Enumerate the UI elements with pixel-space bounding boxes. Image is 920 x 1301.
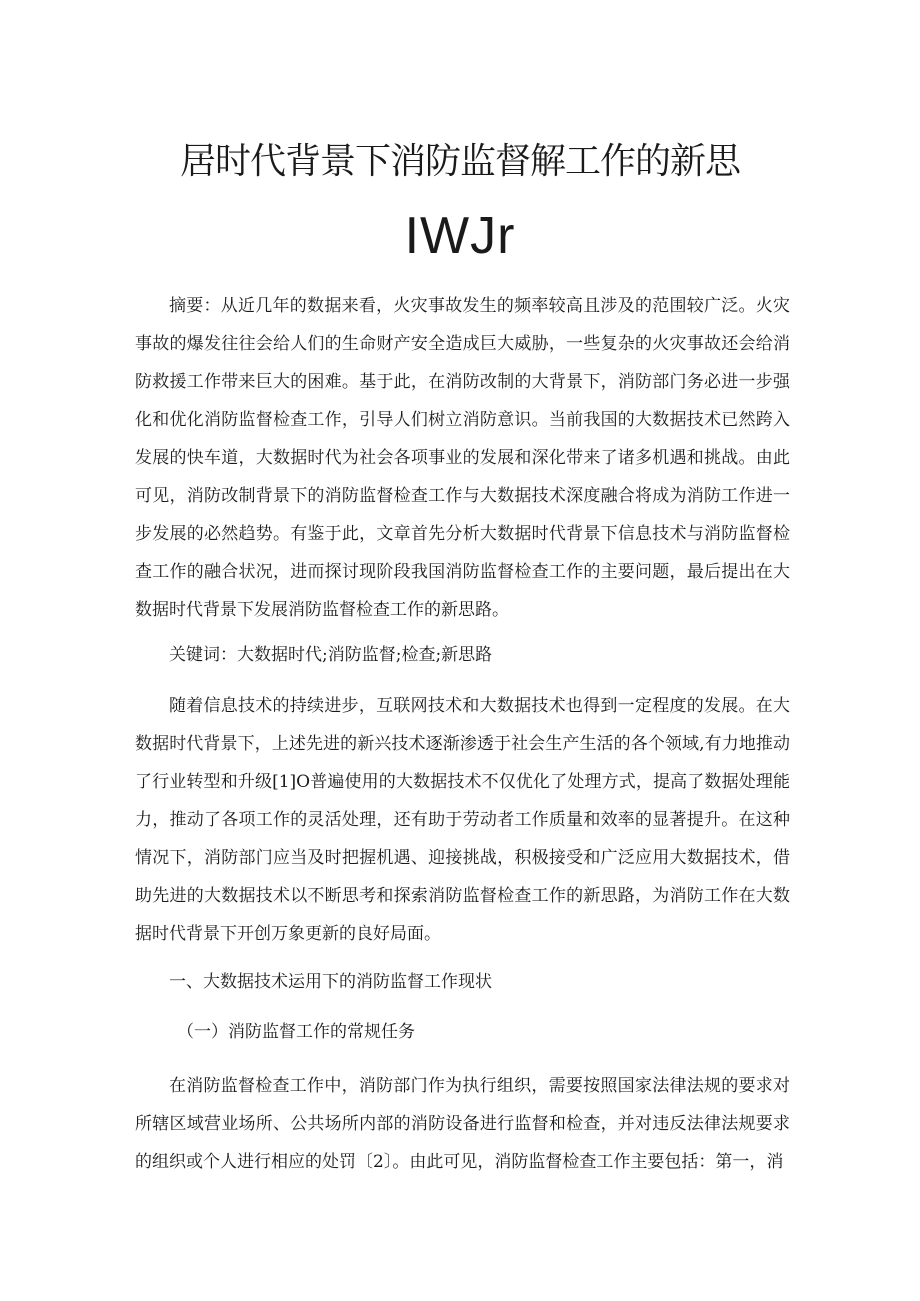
section-heading: 一、大数据技术运用下的消防监督工作现状: [169, 972, 492, 992]
document-subtitle: IWJr: [404, 207, 516, 265]
intro-paragraph: 随着信息技术的持续进步，互联网技术和大数据技术也得到一定程度的发展。在大数据时代背景下，上述先进的新兴技术逐渐渗透于社会生产生活的各个领域,有力地推动了行业转型和升级[1]O普遍使用的大数据技术不仅优化了处理方式，提高了数据处理能力，推动了各项工作的灵活处理，还有助于劳动者工作质量和效率的显著提升。在这种情况下，消防部门应当及时把握机遇、迎接挑战，积极接受和广泛应用大数据技术，借助先进的大数据技术以不断思考和探索消防监督检查工作的新思路，为消防工作在大数据时代背景下开创万象更新的良好局面。: [135, 696, 790, 944]
keywords-line: 关键词：大数据时代;消防监督;检查;新思路: [169, 645, 493, 665]
document-title: 居时代背景下消防监督解工作的新思: [179, 141, 740, 182]
body-paragraph: 在消防监督检查工作中，消防部门作为执行组织，需要按照国家法律法规的要求对所辖区域营业场所、公共场所内部的消防设备进行监督和检查，并对违反法律法规要求的组织或个人进行相应的处罚〔2〕。由此可见，消防监督检查工作主要包括：第一，消: [135, 1076, 790, 1172]
abstract-paragraph: 摘要：从近几年的数据来看，火灾事故发生的频率较高且涉及的范围较广泛。火灾事故的爆发往往会给人们的生命财产安全造成巨大威胁，一些复杂的火灾事故还会给消防救援工作带来巨大的困难。基于此，在消防改制的大背景下，消防部门务必进一步强化和优化消防监督检查工作，引导人们树立消防意识。当前我国的大数据技术已然跨入发展的快车道，大数据时代为社会各项事业的发展和深化带来了诸多机遇和挑战。由此可见，消防改制背景下的消防监督检查工作与大数据技术深度融合将成为消防工作进一步发展的必然趋势。有鉴于此，文章首先分析大数据时代背景下信息技术与消防监督检查工作的融合状况，进而探讨现阶段我国消防监督检查工作的主要问题，最后提出在大数据时代背景下发展消防监督检查工作的新思路。: [135, 296, 790, 620]
subsection-heading: （一）消防监督工作的常规任务: [177, 1022, 415, 1042]
